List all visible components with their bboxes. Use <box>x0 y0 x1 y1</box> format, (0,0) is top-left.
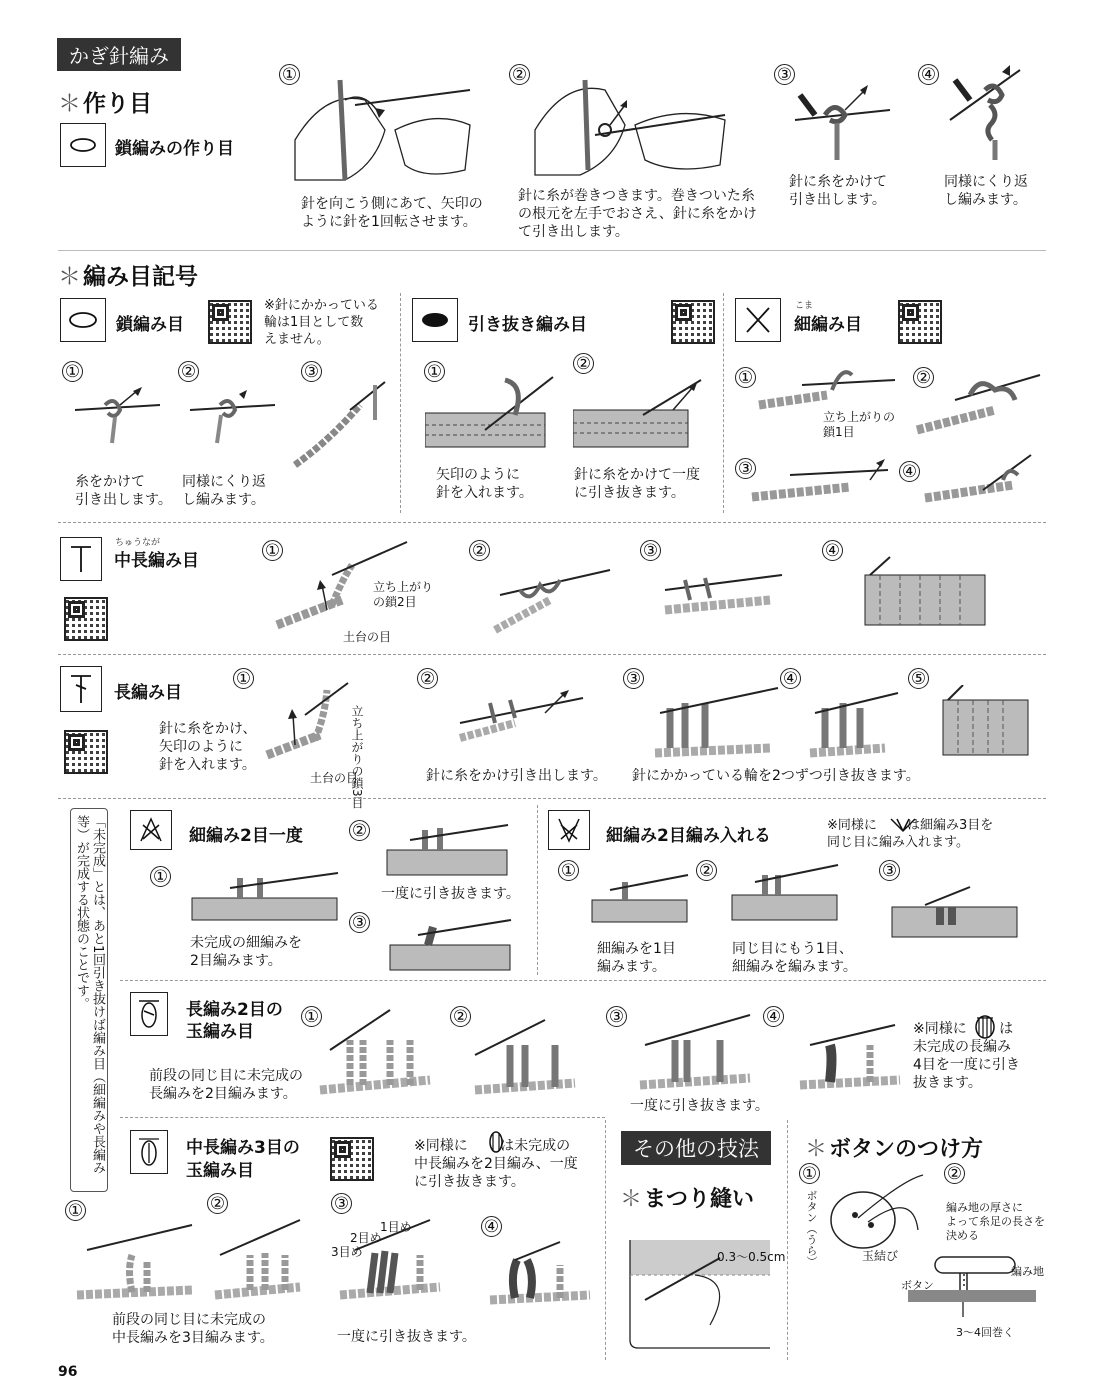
divider <box>605 1120 606 1360</box>
caption: 細編みを1目 編みます。 <box>597 941 676 975</box>
caption: 針を向こう側にあて、矢印の ように針を1回転させます。 <box>301 196 483 230</box>
dcpuff-symbol-box <box>130 992 168 1036</box>
chain-note: ※針にかかっている 輪は1目として数 えません。 <box>264 298 379 347</box>
dc-symbol-icon <box>61 667 101 711</box>
hdcpuff-note: ※同様に は未完成の 中長編みを2目編み、一度 に引き抜きます。 <box>414 1138 578 1190</box>
sc2inc-step-1-illustration <box>590 870 690 925</box>
caption: 一度に引き抜きます。 <box>381 886 520 902</box>
step-number: ① <box>65 1200 86 1221</box>
hdcpuff-step-2-illustration <box>210 1215 305 1300</box>
ruby: ちゅうなが <box>115 538 161 548</box>
asterisk-icon: ＊ <box>805 1137 828 1162</box>
step-number: ④ <box>780 668 801 689</box>
sc-note: 立ち上がりの 鎖1目 <box>823 410 896 439</box>
step-number: ③ <box>331 1193 352 1214</box>
sc2inc-symbol-icon <box>549 811 589 849</box>
step-number: ④ <box>763 1006 784 1027</box>
step-number: ② <box>450 1006 471 1027</box>
hdc-step-2-illustration <box>490 560 615 635</box>
dc-step-3-illustration <box>650 678 780 758</box>
caption: 同じ目にもう1目、 細編みを編みます。 <box>732 941 857 975</box>
qr-code[interactable] <box>208 300 252 344</box>
sc-step-2-illustration <box>915 370 1045 440</box>
step-number: ① <box>799 1163 820 1184</box>
step-number: ② <box>573 353 594 374</box>
chain-step-1-illustration <box>70 385 165 445</box>
chain-symbol-box <box>60 298 106 342</box>
sc2inc-label: 細編み2目編み入れる <box>606 826 771 846</box>
dcpuff-step-1-illustration <box>315 1005 435 1095</box>
hdcpuff-label-1: 中長編み3目の <box>186 1138 300 1158</box>
dc-label: 長編み目 <box>114 683 182 703</box>
hdc-base-note: 土台の目 <box>343 630 392 644</box>
step-number: ① <box>558 860 579 881</box>
qr-code[interactable] <box>64 597 108 641</box>
title-text: ボタンのつけ方 <box>829 1137 984 1162</box>
divider <box>400 293 401 513</box>
loop-label: 3目め <box>331 1245 363 1259</box>
title-text: 編み目記号 <box>83 264 198 290</box>
slip-step-1-illustration <box>425 375 555 455</box>
caption: 針にかかっている輪を2つずつ引き抜きます。 <box>632 768 920 784</box>
chain-step-2-illustration <box>185 385 280 445</box>
slip-symbol-box <box>412 298 458 342</box>
sc-step-4-illustration <box>923 450 1033 505</box>
dc-step-5-illustration <box>938 685 1033 760</box>
divider <box>58 522 1046 523</box>
hdc-step-4-illustration <box>860 555 990 635</box>
fabric-label: 編み地 <box>1011 1265 1044 1278</box>
sc2tog-step-2-illustration <box>385 820 510 880</box>
step-number: ① <box>150 866 171 887</box>
hdcpuff-step-1-illustration <box>72 1220 197 1300</box>
sc2tog-step-3-illustration <box>388 915 513 975</box>
page-number: 96 <box>58 1364 78 1380</box>
step-number: ⑤ <box>908 668 929 689</box>
divider <box>58 250 1046 251</box>
hand-illustration-1 <box>285 70 475 190</box>
title-text: 作り目 <box>83 91 152 117</box>
dc-symbol-box <box>60 666 102 712</box>
asterisk-icon: ＊ <box>58 264 81 290</box>
caption: 糸をかけて 引き出します。 <box>75 474 172 508</box>
step-number: ② <box>178 361 199 382</box>
measure-label: 0.3〜0.5cm <box>717 1250 786 1264</box>
hdcpuff-step-4-illustration <box>485 1240 595 1305</box>
qr-code[interactable] <box>898 300 942 344</box>
hdc-symbol-box <box>60 537 102 581</box>
loop-label: 1目め <box>380 1220 412 1234</box>
dc4puff-symbol-icon <box>973 1014 997 1040</box>
foundation-label: 鎖編みの作り目 <box>115 139 234 159</box>
caption: 針に糸をかけて一度 に引き抜きます。 <box>574 467 700 501</box>
sc2tog-label: 細編み2目一度 <box>189 826 303 846</box>
sc-label: 細編み目 <box>794 315 862 335</box>
slip-step-2-illustration <box>573 375 703 455</box>
sc3inc-symbol-icon <box>888 817 918 833</box>
dcpuff-step-3-illustration <box>635 1010 755 1090</box>
dcpuff-label-1: 長編み2目の <box>186 1000 283 1020</box>
dc-step-1-illustration <box>265 675 350 765</box>
step-number: ② <box>207 1193 228 1214</box>
hdc-step-3-illustration <box>660 560 785 620</box>
caption: 前段の同じ目に未完成の 長編みを2目編みます。 <box>149 1068 303 1102</box>
other-techniques-header: その他の技法 <box>621 1131 771 1165</box>
sc2inc-symbol-box <box>548 810 590 850</box>
hand-illustration-2 <box>530 70 730 180</box>
sc2tog-symbol-box <box>130 810 172 850</box>
dcpuff-note: ※同様に は 未完成の長編み 4目を一度に引き 抜きます。 <box>913 1021 1020 1091</box>
divider <box>120 1117 605 1118</box>
ruby: こま <box>795 301 814 311</box>
divider <box>58 798 1046 799</box>
step-number: ② <box>417 668 438 689</box>
step-number: ③ <box>640 540 661 561</box>
qr-code[interactable] <box>671 300 715 344</box>
section-header: かぎ針編み <box>57 38 181 71</box>
chain-symbol-icon <box>61 299 105 341</box>
caption: 一度に引き抜きます。 <box>630 1098 769 1114</box>
blind-stitch-illustration <box>625 1230 775 1350</box>
chain-step-4-illustration <box>940 60 1040 165</box>
step-number: ④ <box>918 64 939 85</box>
chain-symbol-icon <box>61 124 105 166</box>
blind-stitch-title <box>620 1182 754 1213</box>
step-number: ③ <box>349 912 370 933</box>
button-title <box>805 1132 983 1163</box>
step-number: ③ <box>774 64 795 85</box>
section-title-symbols <box>58 258 198 291</box>
step-number: ① <box>62 361 83 382</box>
hdcpuff-symbol-icon <box>131 1131 167 1173</box>
caption: 同様にくり返 し編みます。 <box>182 474 266 508</box>
step-number: ③ <box>623 668 644 689</box>
chain-symbol-box <box>60 123 106 167</box>
step-number: ④ <box>899 461 920 482</box>
divider <box>537 805 538 975</box>
step-number: ④ <box>481 1216 502 1237</box>
step-number: ① <box>301 1006 322 1027</box>
dc-step-4-illustration <box>805 678 900 758</box>
step-number: ① <box>424 361 445 382</box>
dcpuff-symbol-icon <box>131 993 167 1035</box>
qr-code[interactable] <box>330 1137 374 1181</box>
caption: 前段の同じ目に未完成の 中長編みを3目編みます。 <box>112 1312 274 1346</box>
caption: 同様にくり返 し編みます。 <box>944 174 1028 208</box>
step-number: ③ <box>735 458 756 479</box>
divider <box>787 1120 788 1360</box>
dc-vertical-note: 立ち上がりの鎖3目 <box>350 705 364 809</box>
knot-label: 玉結び <box>862 1249 899 1263</box>
side-note: 「未完成」とは、あと1回引き抜けば編み目（細編みや長編み等）が完成する状態のことです。 <box>70 808 108 1192</box>
step-number: ② <box>509 64 530 85</box>
hdc2puff-symbol-icon <box>486 1130 506 1154</box>
step-number: ② <box>469 540 490 561</box>
divider <box>58 654 1046 655</box>
caption: 針に糸が巻きつきます。巻きついた糸 の根元を左手でおさえ、針に糸をかけ て引き出します。 <box>518 188 757 240</box>
sc-step-3-illustration <box>750 455 890 505</box>
divider <box>120 980 1046 981</box>
sc2inc-step-3-illustration <box>890 885 1020 940</box>
hdc-label: 中長編み目 <box>114 551 199 571</box>
caption: 針に糸をかけ引き出します。 <box>426 768 607 784</box>
chain-step-3-illustration <box>785 75 895 165</box>
sc2inc-note: ※同様に は細編み3目を 同じ目に編み入れます。 <box>827 818 994 850</box>
qr-code[interactable] <box>64 730 108 774</box>
step-number: ④ <box>822 540 843 561</box>
caption: 針に糸をかけて 引き出します。 <box>789 174 887 208</box>
t-symbol-icon <box>61 538 101 580</box>
step-number: ③ <box>879 860 900 881</box>
chain-step-3-illustration <box>290 380 390 470</box>
slip-symbol-icon <box>413 299 457 341</box>
hdcpuff-symbol-box <box>130 1130 168 1174</box>
hdcpuff-label-2: 玉編み目 <box>186 1161 254 1181</box>
asterisk-icon: ＊ <box>58 91 81 117</box>
step-number: ③ <box>606 1006 627 1027</box>
step-number: ② <box>349 820 370 841</box>
step-number: ② <box>913 367 934 388</box>
wrap-label: 3〜4回巻く <box>956 1326 1014 1339</box>
button-label: ボタン <box>901 1279 934 1292</box>
title-text: まつり縫い <box>644 1187 755 1212</box>
dc-step-2-illustration <box>455 688 585 748</box>
asterisk-icon: ＊ <box>620 1187 643 1212</box>
sc2inc-step-2-illustration <box>730 860 840 925</box>
caption: 一度に引き抜きます。 <box>337 1329 476 1345</box>
step-number: ① <box>279 64 300 85</box>
thickness-note: 編み地の厚さに よって糸足の長さを 決める <box>946 1201 1045 1242</box>
slip-label: 引き抜き編み目 <box>468 315 587 335</box>
sc2tog-symbol-icon <box>131 811 171 849</box>
sc-symbol-box <box>735 298 781 342</box>
caption: 未完成の細編みを 2目編みます。 <box>190 935 302 969</box>
dcpuff-step-4-illustration <box>795 1020 905 1090</box>
dcpuff-label-2: 玉編み目 <box>186 1022 254 1042</box>
chain-label: 鎖編み目 <box>116 315 184 335</box>
dcpuff-step-2-illustration <box>470 1015 580 1095</box>
divider <box>723 293 724 513</box>
step-number: ① <box>735 367 756 388</box>
section-title-foundation <box>58 85 152 118</box>
loop-label: 2目め <box>350 1231 382 1245</box>
step-number: ② <box>944 1163 965 1184</box>
caption: 矢印のように 針を入れます。 <box>436 467 533 501</box>
sc2tog-step-1-illustration <box>190 868 340 923</box>
step-number: ① <box>262 540 283 561</box>
caption: 針に糸をかけ、 矢印のように 針を入れます。 <box>159 721 257 773</box>
step-number: ③ <box>301 361 322 382</box>
cross-symbol-icon <box>736 299 780 341</box>
hdc-note: 立ち上がり の鎖2目 <box>373 580 434 609</box>
step-number: ① <box>233 668 254 689</box>
dc-base-note: 土台の目 <box>310 771 359 785</box>
step-number: ② <box>696 860 717 881</box>
button-back-label: ボタン（うら） <box>805 1190 818 1267</box>
